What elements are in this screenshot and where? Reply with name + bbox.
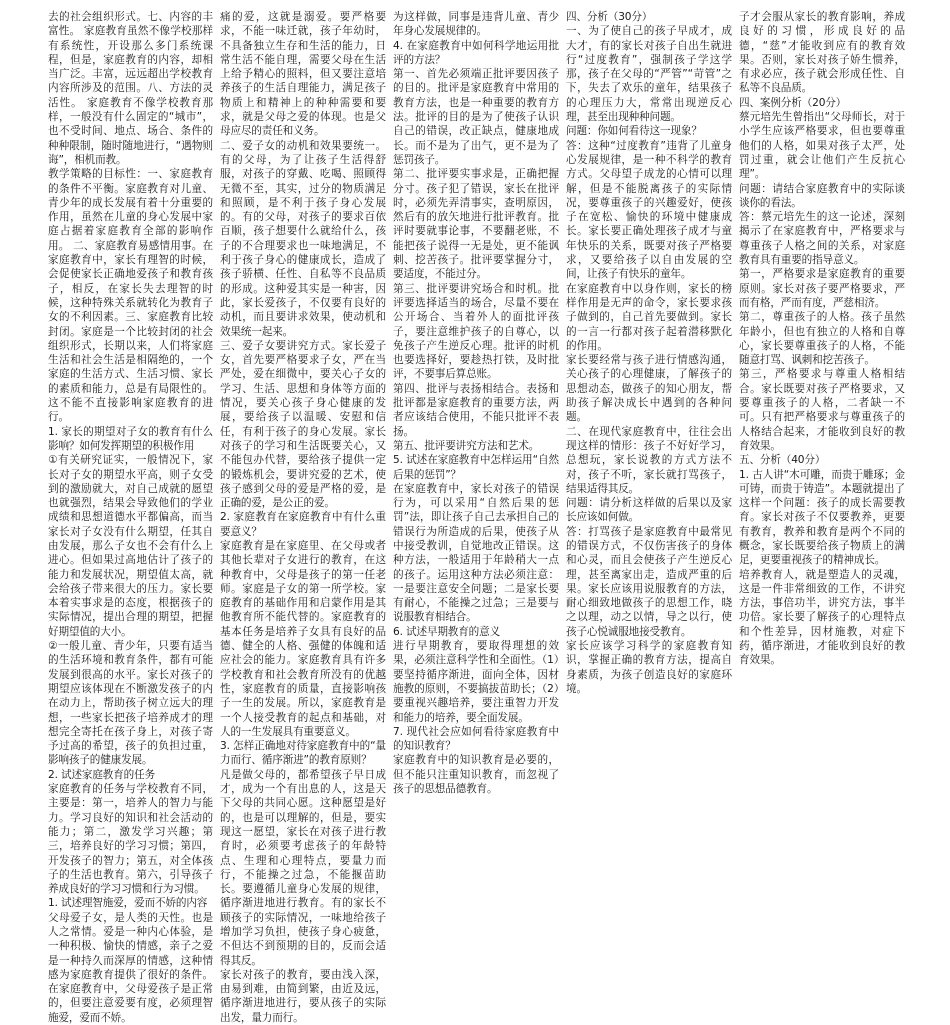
paragraph: 第一、首先必须端正批评要因孩子的目的。批评是家庭教育中常用的教育方法，也是一种重要的教育方法。批评的目的是为了使孩子认识自己的错误，改正缺点，健康地成长。而不是为了出气，更不是为了惩罚孩子。 <box>393 68 559 166</box>
paragraph: 答：打骂孩子是家庭教育中最常见的错误方式，不仅伤害孩子的身体和心灵，而且会使孩子产生逆反心理，甚至离家出走，造成严重的后果。家长应该用说服教育的方法，耐心细致地做孩子的思想工作，晓之以理，动之以情，导之以行，使孩子心悦诚服地接受教育。 <box>566 525 732 638</box>
section-heading: 四、案例分析（20分） <box>739 96 847 109</box>
paragraph: 第四、批评与表扬相结合。表扬和批评都是家庭教育的重要方法，两者应该结合使用，不能只批评不表扬。 <box>393 382 559 438</box>
paragraph: ①有关研究证实，一般情况下，家长对子女的期望水平高，则子女受到的激励就大，对自己成就的愿望也就强烈，结果会导致他们的学业成绩和思想道德水平都偏高，而当家长对子女没有什么期望，任其自由发展，那么子女也不会有什么上进心。但如果过高地估计了孩子的能力和发展状况，期望值太高，就会给孩子带来很大的压力。家长要本着实事求是的态度，根据孩子的实际情况，提出合理的期望，把握好期望值的大小。 <box>48 454 213 638</box>
paragraph: 家庭教育是在家庭里、在父母或者其他长辈对子女进行的教育，在这种教育中，父母是孩子的第一任老师。家庭是子女的第一所学校。家庭教育的基础作用和启蒙作用是其他教育所不能代替的。家庭教育的基本任务是培养子女具有良好的品德、健全的人格、强健的体魄和适应社会的能力。家庭教育具有许多学校教育和社会教育所没有的优越性，家庭教育的质量，直接影响孩子一生的发展。所以，家庭教育是一个人接受教育的起点和基础，对人的一生发展具有重要意义。 <box>220 539 386 738</box>
paragraph: 在家庭教育中以身作则，家长的榜样作用是无声的命令，家长要求孩子做到的，自己首先要做到。家长的一言一行都对孩子起着潜移默化的作用。 <box>566 282 732 352</box>
paragraph: 蔡元培先生曾指出“父母师长，对于小学生应该严格要求，但也要尊重他们的人格，如果对孩子太严，处罚过重，就会让他们产生反抗心理”。 <box>739 111 905 181</box>
paragraph: 答：这种“过度教育”违背了儿童身心发展规律，是一种不科学的教育方式。父母望子成龙的心情可以理解，但是不能脱离孩子的实际情况，要尊重孩子的兴趣爱好，使孩子在宽松、愉快的环境中健康成长。家长要正确处理孩子成才与童年快乐的关系，既要对孩子严格要求，又要给孩子以自由发展的空间，让孩子有快乐的童年。 <box>566 139 732 281</box>
section-heading: 五、分析（40分） <box>739 454 826 467</box>
paragraph: 二、爱子女的动机和效果要统一。有的父母，为了让孩子生活得舒服，对孩子的穿戴、吃喝、照顾得无微不至，其实，过分的物质满足和照顾，是不利于孩子身心发展的。有的父母，对孩子的要求百依百顺，孩子想要什么就给什么，孩子的不合理要求也一味地满足，不利于孩子身心的健康成长，造成了孩子骄横、任性、自私等不良品质的形成。这种爱其实是一种害，因此，家长爱孩子，不仅要有良好的动机，而且要讲求效果，使动机和效果统一起来。 <box>220 139 386 338</box>
paragraph: 第二，尊重孩子的人格。孩子虽然年龄小，但也有独立的人格和自尊心，家长要尊重孩子的人格，不能随意打骂、讽刺和挖苦孩子。 <box>739 311 905 367</box>
text-column-2 <box>220 10 386 1024</box>
paragraph: 第一，严格要求是家庭教育的重要原则。家长对孩子要严格要求，严而有格，严而有度，严慈相济。 <box>739 268 905 309</box>
question-heading: 6. 试述早期教育的意义 <box>393 625 501 638</box>
question-heading: 4. 在家庭教育中如何科学地运用批评的方法？ <box>393 39 559 66</box>
paragraph: 答：蔡元培先生的这一论述，深刻揭示了在家庭教育中，严格要求与尊重孩子人格之间的关系，对家庭教育具有重要的指导意义。 <box>739 211 905 267</box>
text-column-1 <box>48 10 213 1024</box>
paragraph: 1. 古人讲“木可雕，而贵于雕琢；金可铸，而贵于铸造”。本题就提出了这样一个问题：孩子的成长需要教育。家长对孩子不仅要教养，更要有教育，教养和教育是两个不同的概念，家长既要给孩子物质上的满足，更要重视孩子的精神成长。 <box>739 468 905 567</box>
paragraph: 凡是做父母的，都希望孩子早日成才，成为一个有出息的人，这是天下父母的共同心愿。这种愿望是好的，也是可以理解的，但是，要实现这一愿望，家长在对孩子进行教育时，必须要考虑孩子的年龄特点、生理和心理特点，要量力而行，不能操之过急，不能揠苗助长。要遵循儿童身心发展的规律，循序渐进地进行教育。有的家长不顾孩子的实际情况，一味地给孩子增加学习负担，使孩子身心疲惫，不但达不到预期的目的，反而会适得其反。 <box>220 768 386 967</box>
paragraph: 家庭教育的任务与学校教育不同，主要是：第一，培养人的智力与能力。学习良好的知识和社会活动的能力；第二，激发学习兴趣；第三，培养良好的学习习惯；第四，开发孩子的智力；第五，对全体孩子的生活也教育。第六，引导孩子养成良好的学习习惯和行为习惯。 <box>48 783 213 896</box>
paragraph: 父母爱子女，是人类的天性。也是人之常情。爱是一种内心体验，是一种积极、愉快的情感，亲子之爱是一种持久而深厚的情感，这种情感为家庭教育提供了很好的条件。在家庭教育中，父母爱孩子是正常的，但要注意爱要有度，必须理智施爱，爱而不娇。 <box>48 911 213 1024</box>
paragraph: 第二、批评要实事求是，正确把握分寸。孩子犯了错误，家长在批评时，必须先弄清事实，查明原因，然后有的放矢地进行批评教育。批评时要就事论事，不要翻老账，不能把孩子说得一无是处，更不能讽刺、挖苦孩子。批评要掌握分寸，要适度，不能过分。 <box>393 168 559 281</box>
question-heading: 问题：你如何看待这一现象？ <box>566 125 702 138</box>
paragraph: 教学策略的目标性：一、家庭教育的条件不平衡。家庭教育对儿童、青少年的成长发展有着十分重要的作用，虽然在儿童的身心发展中家庭占据着家庭教育全部的影响作用。 二、家庭教育易感情用事。在家庭教育中，家长有理智的时候，会促使家长正确地爱孩子和教育孩子，相反，在家长失去理智的时候，这种特殊关系就转化为教育子女的不利因素。三、家庭教育比较封闭。家庭是一个比较封闭的社会组织形式，长期以来，人们将家庭生活和社会生活是相隔绝的，一个家庭的生活方式、生活习惯、家长的素质和能力，总是有局限性的。这不能不直接影响家庭教育的进行。 <box>48 168 213 424</box>
text-column-3 <box>393 10 559 796</box>
paragraph: 三、爱子女要讲究方式。家长爱子女，首先要严格要求子女，严在当严处，爱在细微中，要关心子女的学习、生活、思想和身体等方面的情况，要关心孩子身心健康的发展，要给孩子以温暖、安慰和信任，有利于孩子的身心发展。家长对孩子的学习和生活既要关心，又不能包办代替，要给孩子提供一定的锻炼机会，要讲究爱的艺术，使孩子感到父母的爱是严格的爱，是正确的爱，是公正的爱。 <box>220 339 386 510</box>
paragraph: 家长对孩子的教育，要由浅入深，由易到难，由简到繁，由近及远，循序渐进地进行，要从孩子的实际出发，量力而行。 <box>220 968 386 1024</box>
paragraph: 第五、批评要讲究方法和艺术。 <box>393 439 540 452</box>
paragraph: 家长应该学习科学的家庭教育知识，掌握正确的教育方法，提高自身素质，为孩子创造良好的家庭环境。 <box>566 640 732 695</box>
paragraph: 第三、批评要讲究场合和时机。批评要选择适当的场合，尽量不要在公开场合、当着外人的面批评孩子，要注意维护孩子的自尊心，以免孩子产生逆反心理。批评的时机也要选择好，要趁热打铁，及时批评，不要事后算总账。 <box>393 282 559 381</box>
paragraph: 培养教育人，就是塑造人的灵魂，这是一件非常细致的工作，不讲究方法，事倍功半，讲究方法，事半功倍。家长要了解孩子的心理特点和个性差异，因材施教，对症下药，循序渐进，才能收到良好的教育效果。 <box>739 568 905 667</box>
text-column-4 <box>566 10 732 695</box>
paragraph: 一、为了使自己的孩子早成才，成大才，有的家长对孩子自出生就进行“过度教育”，强制孩子学这学那，孩子在父母的“严管”“苛管”之下，失去了欢乐的童年，结果孩子的心理压力大，常常出现逆反心理，甚至出现种种问题。 <box>566 25 732 124</box>
paragraph: ②一般儿童、青少年，只要有适当的生活环境和教育条件，都有可能发展到很高的水平。家长对孩子的期望应该体现在不断激发孩子的内在动力上，帮助孩子树立远大的理想，一些家长把孩子培养成才的理想完全寄托在孩子身上，对孩子寄予过高的希望，孩子的负担过重，影响孩子的健康发展。 <box>48 640 213 767</box>
section-heading: 四、分析（30分） <box>566 11 653 23</box>
paragraph: 子才会服从家长的教育影响，养成良好的习惯，形成良好的品德，“慈”才能收到应有的教育效果。否则，家长对孩子娇生惯养，有求必应，孩子就会形成任性、自私等不良品质。 <box>739 11 905 95</box>
paragraph: 为这样做，同事是违背儿童、青少年身心发展规律的。 <box>393 11 559 38</box>
question-heading: 问题：请分析这样做的后果以及家长应该如何做。 <box>566 497 732 524</box>
question-heading: 1. 试述理智施爱，爱而不娇的内容 <box>48 897 208 910</box>
paragraph: 去的社会组织形式。七、内容的丰富性。 家庭教育虽然不像学校那样有系统性，开设那么多门系统课程，但是，家庭教育的内容，却相当广泛。丰富，远远超出学校教育内容所涉及的范围。八、方法的灵活性。 家庭教育不像学校教育那样，一般没有什么固定的“城市”，也不受时间、地点、场合、条件的种种限制，随时随地进行，“遇物则诲”，相机而教。 <box>48 11 213 166</box>
paragraph: 进行早期教育，要取得理想的效果，必须注意科学性和全面性。（1）要坚持循序渐进，面向全体，因材施教的原则，不要搞拔苗助长；（2）要重视兴趣培养，要注重智力开发和能力的培养，要全面发展。 <box>393 640 559 724</box>
paragraph: 第三，严格要求与尊重人格相结合。家长既要对孩子严格要求，又要尊重孩子的人格，二者缺一不可。只有把严格要求与尊重孩子的人格结合起来，才能收到良好的教育效果。 <box>739 368 905 452</box>
paragraph: 二、在现代家庭教育中，往往会出现这样的情形：孩子不好好学习，总想玩，家长说教的方式方法不对，孩子不听，家长就打骂孩子，结果适得其反。 <box>566 425 732 495</box>
question-heading: 7. 现代社会应如何看待家庭教育中的知识教育？ <box>393 725 559 753</box>
question-heading: 问题：请结合家庭教育中的实际谈谈你的看法。 <box>739 182 905 209</box>
question-heading: 2. 家庭教育在家庭教育中有什么重要意义？ <box>220 511 386 538</box>
paragraph: 家长要经常与孩子进行情感沟通，关心孩子的心理健康，了解孩子的思想动态，做孩子的知心朋友，帮助孩子解决成长中遇到的各种问题。 <box>566 354 732 424</box>
question-heading: 3. 怎样正确地对待家庭教育中的“量力而行、循序渐进”的教育原则？ <box>220 740 386 767</box>
paragraph: 痛的爱，这就是溺爱。要严格要求，不能一味迁就，孩子年幼时，不具备独立生存和生活的能力，日常生活不能自理，需要父母在生活上给予精心的照料，但又要注意培养孩子的生活自理能力，满足孩子物质上和精神上的种种需要和要求，就是父母之爱的体现。也是父母应尽的责任和义务。 <box>220 11 386 138</box>
text-column-5 <box>739 10 905 667</box>
question-heading: 2. 试述家庭教育的任务 <box>48 768 156 781</box>
question-heading: 5. 试述在家庭教育中怎样运用“自然后果的惩罚”？ <box>393 454 559 481</box>
question-heading: 1. 家长的期望对子女的教育有什么影响？如何发挥期望的积极作用 <box>48 425 213 452</box>
paragraph: 家庭教育中的知识教育是必要的，但不能只注重知识教育，而忽视了孩子的思想品德教育。 <box>393 754 559 796</box>
paragraph: 在家庭教育中，家长对孩子的错误行为，可以采用“自然后果的惩罚”法，即让孩子自己去承担自己的错误行为所造成的后果，使孩子从中接受教训，自觉地改正错误。这种方法，一般适用于年龄稍大一点的孩子。运用这种方法必须注意：一是要注意安全问题；二是家长要有耐心，不能操之过急；三是要与说服教育相结合。 <box>393 482 559 624</box>
